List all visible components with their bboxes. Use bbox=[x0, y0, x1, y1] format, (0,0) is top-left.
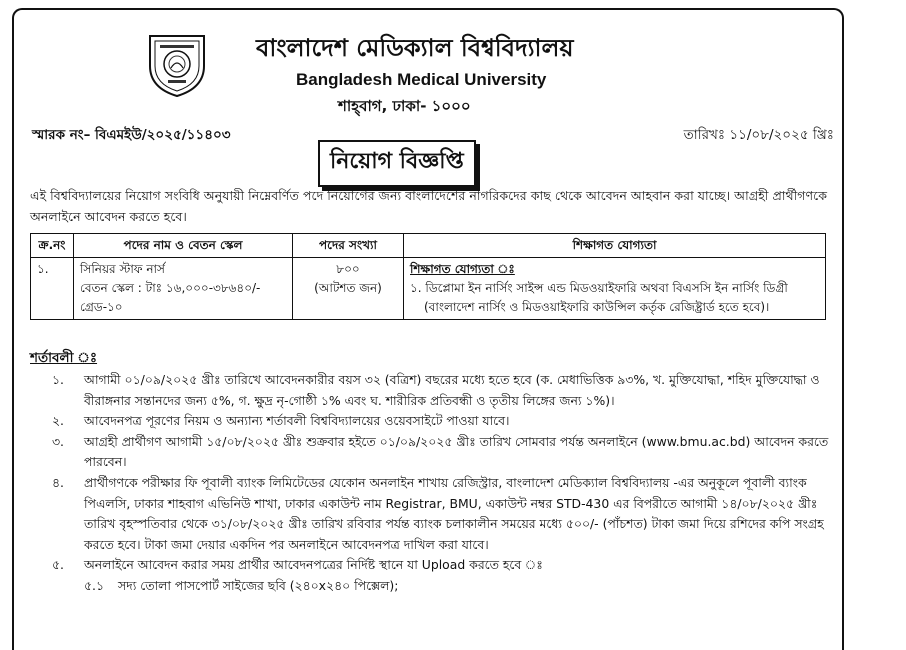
subterm-number: ৫.১ bbox=[84, 577, 105, 593]
cell-post bbox=[74, 258, 293, 320]
memo-number: স্মারক নং– বিএমইউ/২০২৫/১১৪০৩ bbox=[32, 127, 231, 143]
terms-list bbox=[52, 370, 832, 597]
term-number: ১. bbox=[52, 372, 64, 387]
list-item bbox=[52, 473, 832, 555]
term-text: আগ্রহী প্রার্থীগণ আগামী ১৫/০৮/২০২৫ খ্রীঃ শুক্রবার হইতে ০১/০৯/২০২৫ খ্রীঃ তারিখ সোমবার পর্যন্ত অনলাইনে (www.bmu.ac.bd) আবেদন করতে পারবেন। bbox=[84, 433, 829, 470]
term-text: আবেদনপত্র পূরণের নিয়ম ও অন্যান্য শর্তাবলী বিশ্ববিদ্যালয়ের ওয়েবসাইটে পাওয়া যাবে। bbox=[84, 413, 510, 429]
posts-table bbox=[30, 233, 826, 320]
list-item bbox=[52, 432, 832, 473]
header-serial: ক্র.নং bbox=[31, 234, 74, 258]
term-text: অনলাইনে আবেদন করার সময় প্রার্থীর আবেদনপত্রের নির্দিষ্ট স্থানে যা Upload করতে হবে ঃ bbox=[84, 557, 543, 573]
term-text: আগামী ০১/০৯/২০২৫ খ্রীঃ তারিখে আবেদনকারীর বয়স ৩২ (বত্রিশ) বছরের মধ্যে হতে হবে (ক. মেধাভিত্তিক ৯৩%, খ. মুক্তিযোদ্ধা, শহিদ মুক্তিযোদ্ধা ও বীরাঙ্গনার সন্তানদের জন্য ৫%, গ. ক্ষুদ্র নৃ-গোষ্ঠী ১% এবং ঘ. শারীরিক প্রতিবন্ধী ও তৃতীয় লিঙ্গের জন্য ১%)। bbox=[84, 372, 820, 408]
list-item bbox=[52, 555, 832, 576]
subterm-text: সদ্য তোলা পাসপোর্ট সাইজের ছবি (২৪০x২৪০ পিক্সেল); bbox=[118, 577, 399, 593]
term-text: প্রার্থীগণকে পরীক্ষার ফি পূবালী ব্যাংক লিমিটেডের যেকোন অনলাইন শাখায় রেজিস্ট্রার, বাংলাদেশ মেডিক্যাল বিশ্ববিদ্যালয় -এর অনুকূলে পূবালী ব্যাংক পিএলসি, ঢাকার শাহবাগ এভিনিউ শাখা, ঢাকার একাউন্ট নাম Registrar, BMU, একাউন্ট নম্বর STD-430 এর বিপরীতে আগামী ১৪/০৮/২০২৫ খ্রীঃ তারিখ বৃহস্পতিবার থেকে ৩১/০৮/২০২৫ খ্রীঃ তারিখ রবিবার পর্যন্ত ব্যাংক চলাকালীন সময়ের মধ্যে ৫০০/- (পাঁচশত) টাকা জমা দিয়ে রশিদের কপি সংগ্রহ করতে হবে। টাকা জমা দেয়ার একদিন পর অনলাইনে আবেদনপত্র দাখিল করা যাবে। bbox=[84, 474, 824, 552]
cell-count bbox=[293, 258, 404, 320]
list-item bbox=[52, 576, 832, 597]
cell-serial: ১. bbox=[31, 258, 74, 320]
table-header-row bbox=[31, 234, 826, 258]
pay-scale: বেতন স্কেল : টাঃ ১৬,০০০-৩৮৬৪০/- bbox=[80, 281, 261, 295]
post-count: ৮০০ bbox=[336, 262, 360, 276]
term-number: ৩. bbox=[52, 433, 64, 449]
list-item bbox=[52, 411, 832, 432]
header-post-name: পদের নাম ও বেতন স্কেল bbox=[74, 234, 293, 258]
header-post-count: পদের সংখ্যা bbox=[293, 234, 404, 258]
grade: গ্রেড-১০ bbox=[80, 300, 123, 314]
qualification-title: শিক্ষাগত যোগ্যতা ঃ bbox=[410, 262, 515, 276]
university-name-english: Bangladesh Medical University bbox=[296, 70, 547, 89]
post-count-words: (আটশত জন) bbox=[314, 281, 382, 295]
term-number: ২. bbox=[52, 413, 64, 429]
university-name-bengali: বাংলাদেশ মেডিক্যাল বিশ্ববিদ্যালয় bbox=[256, 33, 574, 62]
term-number: ৪. bbox=[52, 474, 64, 490]
qualification-line-2: (বাংলাদেশ নার্সিং ও মিডওয়াইফারি কাউন্সিল কর্তৃক রেজিষ্ট্রার্ড হতে হবে)। bbox=[424, 300, 770, 314]
header-qualification: শিক্ষাগত যোগ্যতা bbox=[404, 234, 826, 258]
post-name: সিনিয়র স্টাফ নার্স bbox=[80, 262, 165, 276]
list-item bbox=[52, 370, 832, 411]
qualification-line-1: ১. ডিপ্লোমা ইন নার্সিং সাইন্স এন্ড মিডওয়াইফারি অথবা বিএসসি ইন নার্সিং ডিগ্রী bbox=[410, 281, 788, 295]
notice-date: তারিখঃ ১১/০৮/২০২৫ খ্রিঃ bbox=[683, 127, 834, 143]
notice-title: নিয়োগ বিজ্ঞপ্তি bbox=[318, 140, 476, 187]
university-seal-icon bbox=[146, 30, 208, 98]
terms-heading: শর্তাবলী ঃ bbox=[30, 350, 98, 366]
intro-paragraph: এই বিশ্ববিদ্যালয়ের নিয়োগ সংবিধি অনুযায়ী নিম্নেবর্ণিত পদে নিয়োগের জন্য বাংলাদেশের নাগরিকদের কাছ থেকে আবেদন আহবান করা যাচ্ছে। আগ্রহী প্রার্থীগণকে অনলাইনে আবেদন করতে হবে। bbox=[30, 188, 828, 224]
term-number: ৫. bbox=[52, 557, 64, 573]
table-row bbox=[31, 258, 826, 320]
cell-qualification bbox=[404, 258, 826, 320]
university-address: শাহ্‌বাগ, ঢাকা- ১০০০ bbox=[338, 97, 471, 115]
